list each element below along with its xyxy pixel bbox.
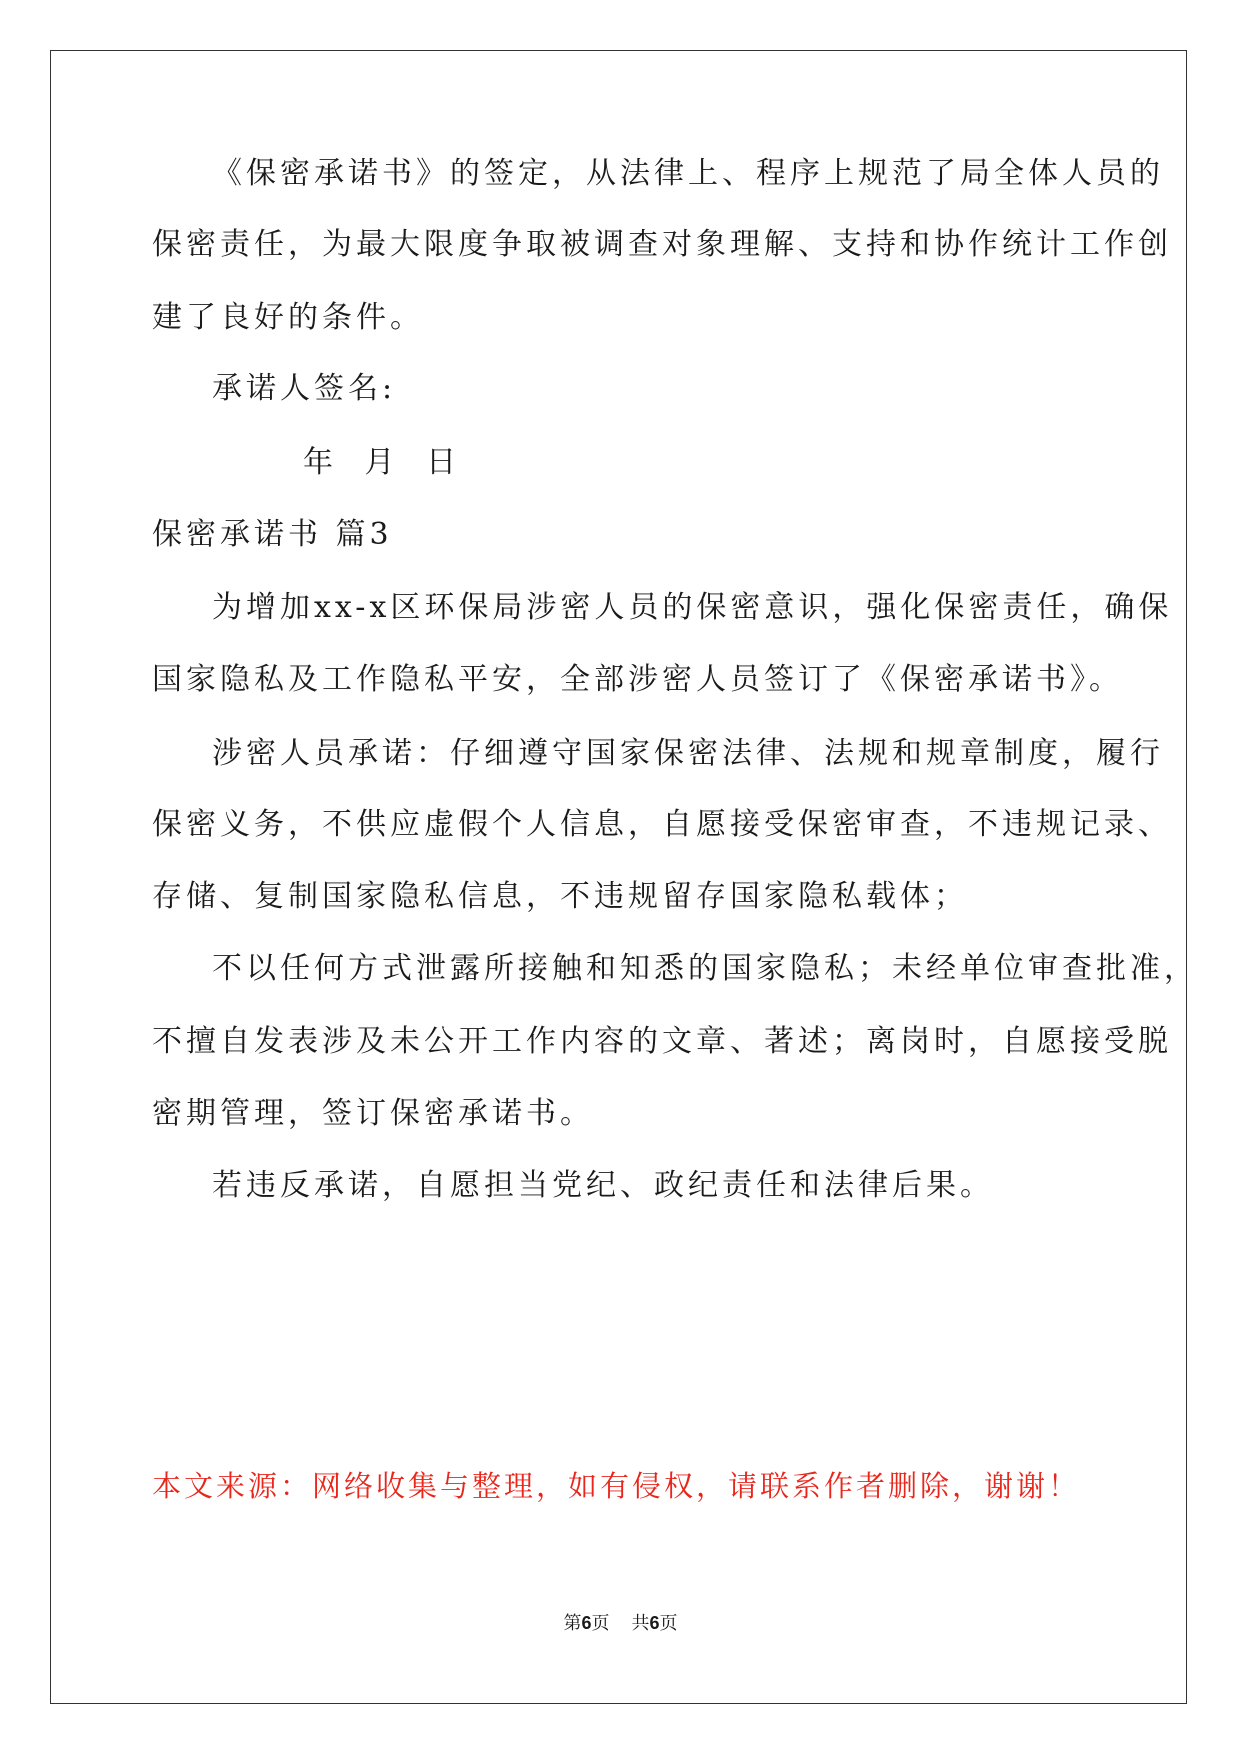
section-heading: 保密承诺书 篇3	[152, 517, 393, 552]
paragraph-line-3: 建了良好的条件。	[152, 300, 424, 335]
footer-page-suffix: 页	[591, 1613, 610, 1633]
footer-total-prefix: 共	[631, 1613, 650, 1633]
paragraph-line-13: 不擅自发表涉及未公开工作内容的文章、著述；离岗时，自愿接受脱	[152, 1024, 1172, 1059]
paragraph-line-2: 保密责任，为最大限度争取被调查对象理解、支持和协作统计工作创	[152, 227, 1172, 262]
paragraph-line-12: 不以任何方式泄露所接触和知悉的国家隐私；未经单位审查批准，	[212, 951, 1198, 986]
paragraph-line-10: 保密义务，不供应虚假个人信息，自愿接受保密审查，不违规记录、	[152, 807, 1172, 842]
paragraph-line-14: 密期管理，签订保密承诺书。	[152, 1096, 594, 1131]
paragraph-line-1: 《保密承诺书》的签定，从法律上、程序上规范了局全体人员的	[212, 156, 1164, 191]
page-footer	[0, 1611, 1241, 1635]
footer-prefix: 第	[563, 1613, 582, 1633]
paragraph-line-11: 存储、复制国家隐私信息，不违规留存国家隐私载体；	[152, 879, 968, 914]
footer-total-suffix: 页	[659, 1613, 678, 1633]
footer-current-page: 6	[581, 1613, 592, 1633]
signature-label: 承诺人签名:	[212, 371, 397, 406]
source-note: 本文来源：网络收集与整理，如有侵权，请联系作者删除，谢谢！	[152, 1469, 1081, 1503]
date-line: 年 月 日	[303, 445, 461, 480]
footer-total-pages: 6	[649, 1613, 660, 1633]
paragraph-line-7: 为增加xx-x区环保局涉密人员的保密意识，强化保密责任，确保	[212, 590, 1173, 625]
paragraph-line-15: 若违反承诺，自愿担当党纪、政纪责任和法律后果。	[212, 1168, 994, 1203]
paragraph-line-8: 国家隐私及工作隐私平安，全部涉密人员签订了《保密承诺书》。	[152, 662, 1123, 697]
paragraph-line-9: 涉密人员承诺：仔细遵守国家保密法律、法规和规章制度，履行	[212, 736, 1164, 771]
